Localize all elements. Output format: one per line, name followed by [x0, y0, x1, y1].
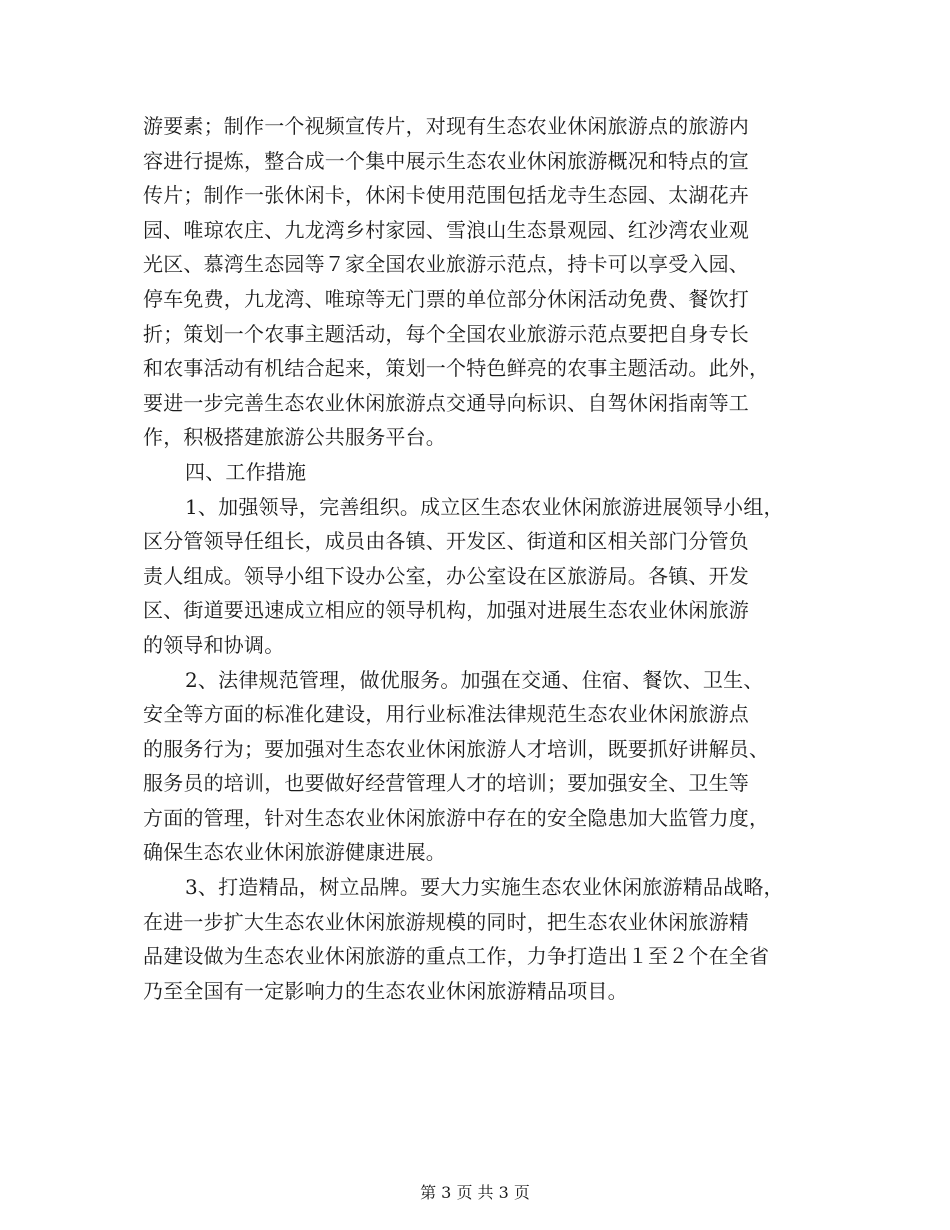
text-line: 2、法律规范管理，做优服务。加强在交通、住宿、餐饮、卫生、 [185, 667, 764, 692]
text-line: 光区、慕湾生态园等７家全国农业旅游示范点，持卡可以享受入园、 [143, 252, 749, 277]
document-body [143, 109, 833, 1008]
text-line: 确保生态农业休闲旅游健康进展。 [143, 840, 446, 865]
page-footer: 第 3 页 共 3 页 [420, 1183, 530, 1202]
text-line: 区分管领导任组长，成员由各镇、开发区、街道和区相关部门分管负 [143, 529, 749, 554]
text-line: 要进一步完善生态农业休闲旅游点交通导向标识、自驾休闲指南等工 [143, 390, 749, 415]
text-line: 安全等方面的标准化建设，用行业标准法律规范生态农业休闲旅游点 [143, 702, 749, 727]
text-line: 传片；制作一张休闲卡，休闲卡使用范围包括龙寺生态园、太湖花卉 [143, 183, 749, 208]
text-line: 方面的管理，针对生态农业休闲旅游中存在的安全隐患加大监管力度， [143, 805, 770, 830]
text-line: 在进一步扩大生态农业休闲旅游规模的同时，把生态农业休闲旅游精 [143, 909, 749, 934]
text-line: 3、打造精品，树立品牌。要大力实施生态农业休闲旅游精品战略， [185, 875, 784, 900]
text-line: 园、唯琼农庄、九龙湾乡村家园、雪浪山生态景观园、红沙湾农业观 [143, 217, 749, 242]
text-line: 品建设做为生态农业休闲旅游的重点工作，力争打造出１至２个在全省 [143, 944, 770, 969]
text-line: 区、街道要迅速成立相应的领导机构，加强对进展生态农业休闲旅游 [143, 598, 749, 623]
text-line: 和农事活动有机结合起来，策划一个特色鲜亮的农事主题活动。此外， [143, 356, 770, 381]
text-line: 1、加强领导，完善组织。成立区生态农业休闲旅游进展领导小组， [185, 494, 784, 519]
text-line: 的领导和协调。 [143, 632, 285, 657]
text-line: 容进行提炼，整合成一个集中展示生态农业休闲旅游概况和特点的宣 [143, 148, 749, 173]
text-line: 服务员的培训，也要做好经营管理人才的培训；要加强安全、卫生等 [143, 771, 749, 796]
text-line: 作，积极搭建旅游公共服务平台。 [143, 425, 446, 450]
text-line: 停车免费，九龙湾、唯琼等无门票的单位部分休闲活动免费、餐饮打 [143, 286, 749, 311]
text-line: 乃至全国有一定影响力的生态农业休闲旅游精品项目。 [143, 978, 628, 1003]
text-line: 折；策划一个农事主题活动，每个全国农业旅游示范点要把自身专长 [143, 321, 749, 346]
text-line: 的服务行为；要加强对生态农业休闲旅游人才培训，既要抓好讲解员、 [143, 736, 770, 761]
text-line: 四、工作措施 [185, 459, 307, 484]
text-line: 游要素；制作一个视频宣传片，对现有生态农业休闲旅游点的旅游内 [143, 114, 749, 138]
text-line: 责人组成。领导小组下设办公室，办公室设在区旅游局。各镇、开发 [143, 563, 749, 588]
